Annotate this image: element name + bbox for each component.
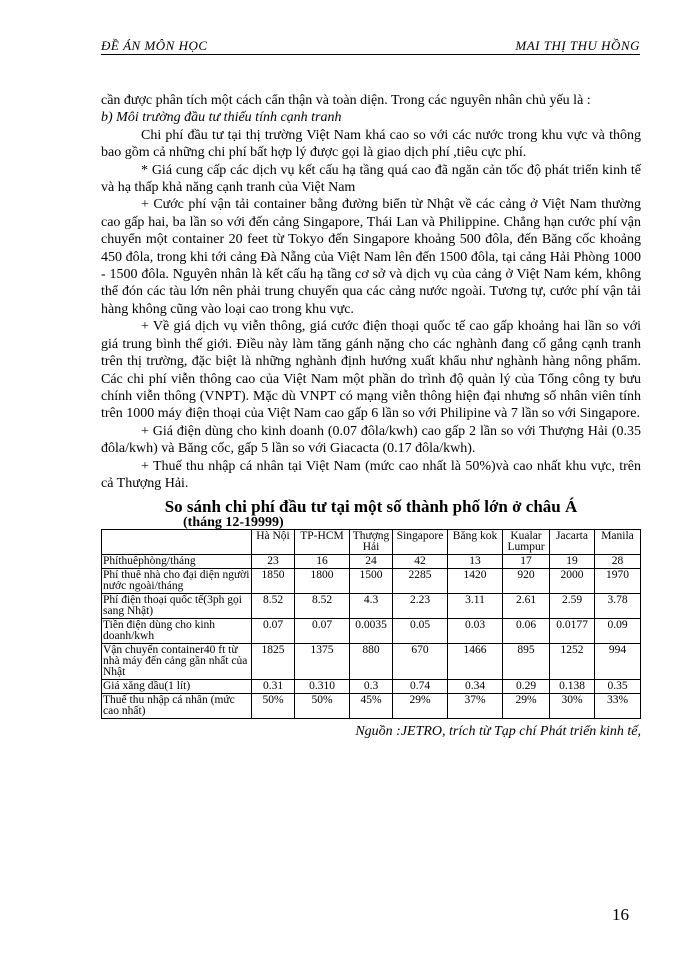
- table-cell: 2000: [550, 569, 595, 594]
- table-cell: 13: [448, 555, 503, 569]
- table-cell: 4.3: [350, 594, 393, 619]
- row-label: Tiền điện dùng cho kinh doanh/kwh: [102, 619, 252, 644]
- table-cell: 1466: [448, 644, 503, 680]
- section-heading: b) Môi trường đầu tư thiếu tính cạnh tranh: [101, 110, 342, 126]
- table-cell: 42: [393, 555, 448, 569]
- table-source: Nguồn :JETRO, trích từ Tạp chí Phát triển kinh tế,: [355, 724, 641, 740]
- paragraph: + Thuế thu nhập cá nhân tại Việt Nam (mức cao nhất là 50%)và cao nhất khu vực, trên cả Thượng Hải.: [101, 458, 641, 491]
- paragraph: * Giá cung cấp các dịch vụ kết cấu hạ tầng quá cao đã ngăn cản tốc độ phát triển kinh tế và hạ thấp khả năng cạnh tranh của Việt Nam: [101, 162, 641, 196]
- table-header-row: [102, 530, 641, 555]
- table-cell: 0.138: [550, 680, 595, 694]
- table-cell: 2.23: [393, 594, 448, 619]
- table-cell: 24: [350, 555, 393, 569]
- table-cell: 1825: [252, 644, 295, 680]
- table-cell: 0.07: [295, 619, 350, 644]
- table-header-cell: Băng kok: [448, 530, 503, 555]
- cost-comparison-table: [101, 529, 641, 719]
- table-cell: 8.52: [252, 594, 295, 619]
- table-cell: 0.34: [448, 680, 503, 694]
- table-cell: 0.310: [295, 680, 350, 694]
- table-cell: 0.03: [448, 619, 503, 644]
- table-cell: 17: [503, 555, 550, 569]
- table-cell: 23: [252, 555, 295, 569]
- table-cell: 920: [503, 569, 550, 594]
- table-cell: 1850: [252, 569, 295, 594]
- page-content: [101, 92, 641, 741]
- table-cell: 1252: [550, 644, 595, 680]
- table-cell: 880: [350, 644, 393, 680]
- table-row: [102, 644, 641, 680]
- table-cell: 0.07: [252, 619, 295, 644]
- table-cell: 2.61: [503, 594, 550, 619]
- table-cell: 3.78: [595, 594, 641, 619]
- table-cell: 2285: [393, 569, 448, 594]
- table-cell: 0.74: [393, 680, 448, 694]
- row-label: Giá xăng dầu(1 lít): [102, 680, 252, 694]
- table-cell: 28: [595, 555, 641, 569]
- table-cell: 2.59: [550, 594, 595, 619]
- table-cell: 1970: [595, 569, 641, 594]
- table-cell: 16: [295, 555, 350, 569]
- table-cell: 0.0035: [350, 619, 393, 644]
- paragraph: + Cước phí vận tải container bằng đường biển từ Nhật về các cảng ở Việt Nam thường cao gấp hai, ba lần so với đến cảng Singapore, Thái Lan và Philippine. Chẳng hạn cước phí vận chuyển một container 20 feet từ Tokyo đến Singapore khoảng 500 đôla, đến Băng cốc khoảng 450 đôla, trong khi tới cảng Đà Nẵng của Việt Nam lên đến 1500 đôla, tại cảng Hải Phòng 1000 - 1500 đôla. Nguyên nhân là kết cấu hạ tầng cơ sở và dịch vụ của cảng ở Việt Nam kém, không thể đón các tàu lớn nên phải trung chuyển qua các cảng nước ngoài. Tương tự, cước phí vận tải hàng không cũng vào loại cao trong khu vực.: [101, 197, 641, 317]
- row-label: Phí điện thoại quốc tế(3ph gọi sang Nhật): [102, 594, 252, 619]
- table-cell: 1420: [448, 569, 503, 594]
- table-cell: 670: [393, 644, 448, 680]
- table-cell: 50%: [252, 694, 295, 719]
- table-cell: 0.31: [252, 680, 295, 694]
- table-cell: 45%: [350, 694, 393, 719]
- table-row: [102, 680, 641, 694]
- table-cell: 1800: [295, 569, 350, 594]
- table-cell: 37%: [448, 694, 503, 719]
- table-cell: 895: [503, 644, 550, 680]
- page-number: 16: [612, 905, 629, 924]
- paragraph: cần được phân tích một cách cẩn thận và toàn diện. Trong các nguyên nhân chủ yếu là :: [101, 93, 591, 108]
- table-cell: 0.09: [595, 619, 641, 644]
- table-cell: 50%: [295, 694, 350, 719]
- paragraph: Chi phí đầu tư tại thị trường Việt Nam khá cao so với các nước trong khu vực và thông bao gồm cả những chi phí bất hợp lý được gọi là giao dịch phí ,tiêu cực phí.: [101, 127, 641, 161]
- table-cell: 19: [550, 555, 595, 569]
- table-header-cell: Singapore: [393, 530, 448, 555]
- table-cell: 994: [595, 644, 641, 680]
- table-cell: 0.06: [503, 619, 550, 644]
- paragraph: + Về giá dịch vụ viễn thông, giá cước điện thoại quốc tế cao gấp khoảng hai lần so với giá trung bình thế giới. Điều này làm tăng gánh nặng cho các nghành đang cố gắng cạnh tranh trên thị trường, đặc biệt là những nghành định hướng xuất khẩu như nghành hàng nông phẩm. Các chi phí viễn thông cao của Việt Nam một phần do trình độ quản lý của Tổng công ty bưu chính viễn thông (VNPT). Mặc dù VNPT có mạng viễn thông hiện đại nhưng số nhân viên tính trên 1000 máy điện thoại của Việt Nam cao gấp 6 lần so với Philipine và 7 lần so với Singapore.: [101, 319, 641, 422]
- page-header: [101, 40, 640, 55]
- table-cell: 1500: [350, 569, 393, 594]
- table-header-cell: Jacarta: [550, 530, 595, 555]
- table-cell: 8.52: [295, 594, 350, 619]
- table-cell: 3.11: [448, 594, 503, 619]
- row-label: Vận chuyển container40 ft từ nhà máy đến cảng gần nhất của Nhật: [102, 644, 252, 680]
- table-cell: 29%: [503, 694, 550, 719]
- row-label: Phíthuêphòng/tháng: [102, 555, 252, 569]
- table-row: [102, 694, 641, 719]
- table-subtitle: (tháng 12-19999): [183, 515, 284, 531]
- table-header-cell: Kualar Lumpur: [503, 530, 550, 555]
- table-header-cell: Thượng Hải: [350, 530, 393, 555]
- table-header-cell: Manila: [595, 530, 641, 555]
- table-cell: 29%: [393, 694, 448, 719]
- table-row: [102, 594, 641, 619]
- table-header-cell: [102, 530, 252, 555]
- table-cell: 0.35: [595, 680, 641, 694]
- table-row: [102, 619, 641, 644]
- table-header-cell: Hà Nội: [252, 530, 295, 555]
- row-label: Thuế thu nhập cá nhân (mức cao nhất): [102, 694, 252, 719]
- table-title: So sánh chi phí đầu tư tại một số thành phố lớn ở châu Á: [164, 497, 578, 517]
- table-cell: 0.3: [350, 680, 393, 694]
- paragraph: + Giá điện dùng cho kinh doanh (0.07 đôla/kwh) cao gấp 2 lần so với Thượng Hải (0.35 đôla/kwh) và Băng cốc, gấp 5 lần so với Giacacta (0.17 đôla/kwh).: [101, 423, 641, 457]
- table-cell: 33%: [595, 694, 641, 719]
- table-cell: 0.29: [503, 680, 550, 694]
- table-header-cell: TP-HCM: [295, 530, 350, 555]
- table-cell: 1375: [295, 644, 350, 680]
- table-row: [102, 555, 641, 569]
- table-row: [102, 569, 641, 594]
- header-left: ĐỀ ÁN MÔN HỌC: [101, 38, 208, 53]
- header-right: MAI THỊ THU HỒNG: [515, 38, 640, 53]
- table-cell: 0.0177: [550, 619, 595, 644]
- row-label: Phí thuê nhà cho đại diện người nước ngoài/tháng: [102, 569, 252, 594]
- table-cell: 30%: [550, 694, 595, 719]
- table-cell: 0.05: [393, 619, 448, 644]
